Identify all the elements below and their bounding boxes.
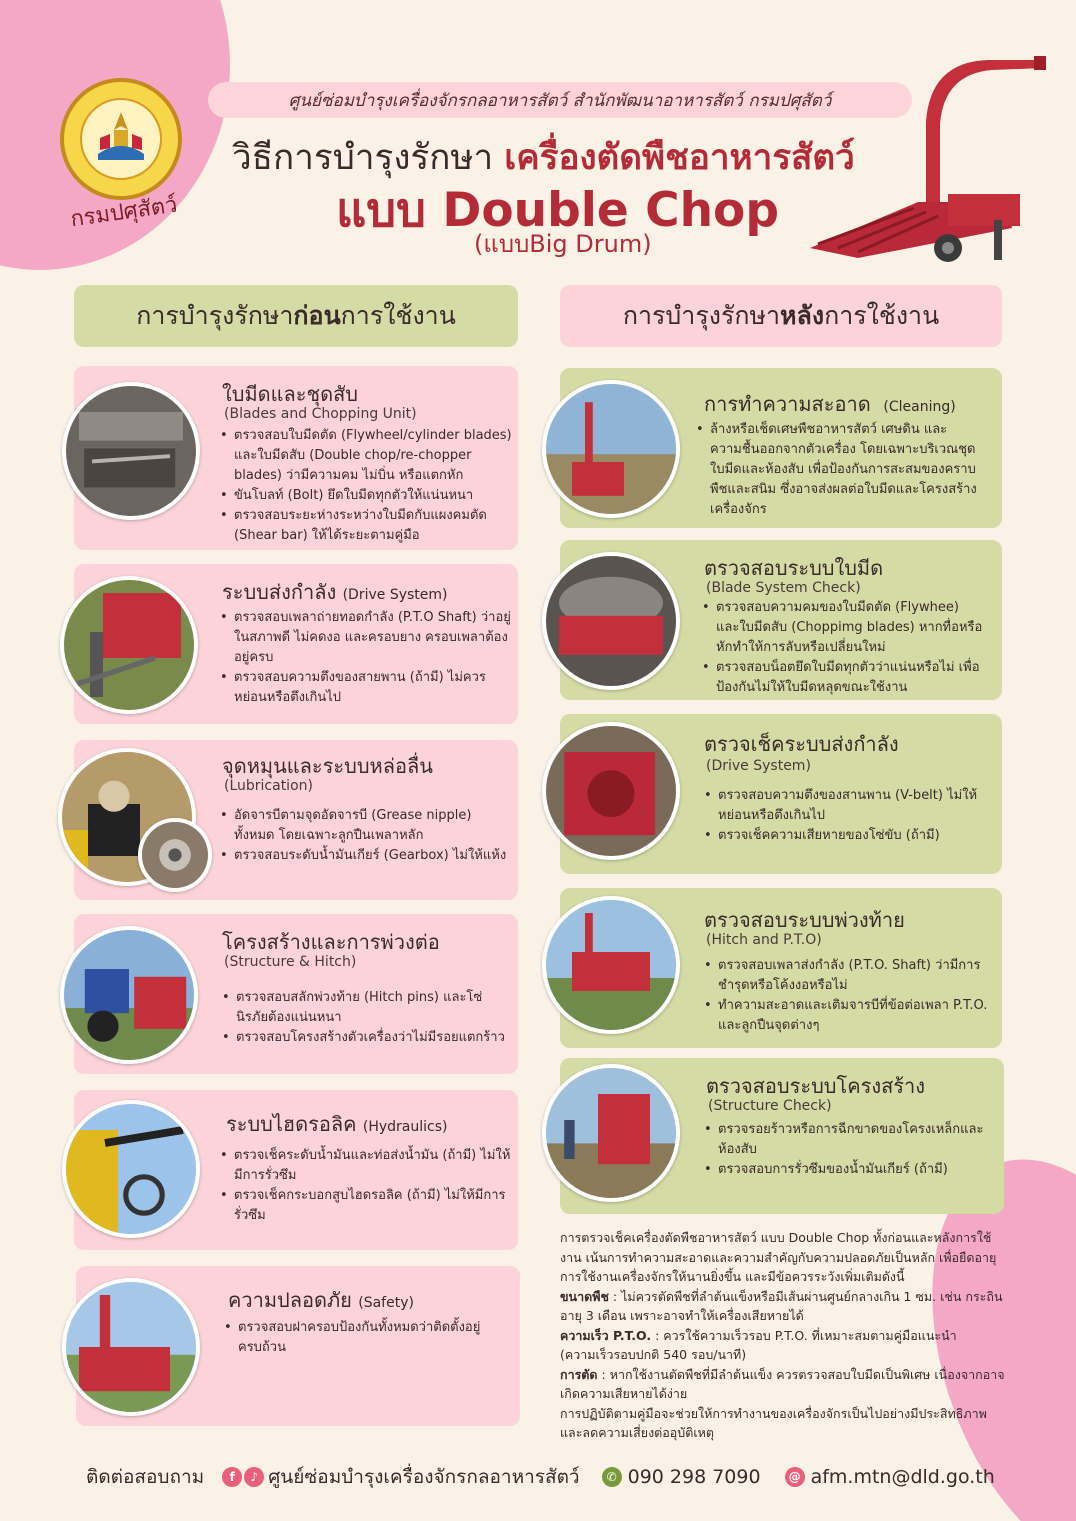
bullet-item: • ขันโบลท์ (Bolt) ยึดใบมีดทุกตัวให้แน่นหนา — [220, 486, 516, 506]
card-bullets — [704, 1120, 988, 1180]
photo-drive-check — [542, 722, 680, 860]
notes-label: ความเร็ว P.T.O. — [560, 1327, 652, 1343]
bullet-item: • ตรวจสอบเพลาถ่ายทอดกำลัง (P.T.O Shaft) ว่าอยู่ในสภาพดี ไม่คดงอ และครอบยาง ครอบเพลาต้องอยู่ครบ — [220, 608, 512, 668]
notes-label: การตัด — [560, 1366, 598, 1382]
card-bullets — [222, 988, 514, 1048]
notes-item — [560, 1287, 1006, 1326]
card-bullets — [220, 426, 516, 546]
card-title-text: ความปลอดภัย — [228, 1288, 352, 1312]
notes-item — [560, 1326, 1006, 1365]
card-bullets — [220, 608, 512, 708]
tiktok-icon[interactable]: ♪ — [244, 1467, 264, 1487]
contact-footer — [86, 1462, 995, 1492]
card-title-en: (Drive System) — [342, 587, 448, 603]
before-header-post: การใช้งาน — [340, 301, 456, 330]
bullet-item: • ตรวจสอบความตึงของสานพาน (V-belt) ไม่ให้หย่อนหรือตึงเกินไป — [704, 786, 988, 826]
card-title — [704, 388, 956, 420]
card-title — [228, 1284, 414, 1316]
facebook-icon[interactable]: f — [222, 1467, 242, 1487]
notes-text: : หากใช้งานตัดพืชที่มีลำต้นแข็ง ควรตรวจสอบใบมีดเป็นพิเศษ เนื่องจากอาจเกิดความเสียหายได้ง่าย — [560, 1366, 1005, 1401]
bullet-item: • ตรวจสอบระยะห่างระหว่างใบมีดกับแผงคมตัด (Shear bar) ให้ได้ระยะตามคู่มือ — [220, 506, 516, 546]
bullet-item: • ตรวจเช็คกระบอกสูบไฮดรอลิค (ถ้ามี) ไม่ให้มีการรั่วซึม — [220, 1186, 512, 1226]
card-title-en: (Cleaning) — [883, 399, 956, 415]
card-title — [222, 576, 447, 608]
photo-hydraulics — [62, 1100, 200, 1238]
card-title — [226, 1108, 448, 1140]
card-subtitle: (Hitch and P.T.O) — [706, 932, 822, 948]
card-bullets — [220, 1146, 512, 1226]
notes-text: : ควรใช้ความเร็วรอบ P.T.O. ที่เหมาะสมตามคู่มือแนะนำ (ความเร็วรอบปกติ 540 รอบ/นาที) — [560, 1327, 957, 1362]
photo-structure-hitch — [60, 926, 198, 1064]
email-link[interactable]: afm.mtn@dld.go.th — [810, 1466, 995, 1488]
bullet-item: • ตรวจเช็คระดับน้ำมันและท่อส่งน้ำมัน (ถ้ามี) ไม่ให้มีการรั่วซึม — [220, 1146, 512, 1186]
photo-grease-nipple — [138, 818, 212, 892]
forage-harvester-illustration — [798, 52, 1048, 268]
bullet-item: • ล้างหรือเช็ดเศษพืชอาหารสัตว์ เศษดิน และความชื้นออกจากตัวเครื่อง โดยเฉพาะบริเวณชุดใบมีดและห้องสับ เพื่อป้องกันการสะสมของคราบพืชและสนิม ซึ่งอาจส่งผลต่อใบมีดและโครงสร้างเครื่องจักร — [696, 420, 984, 520]
bullet-item: • ทำความสะอาดและเติมจารบีที่ข้อต่อเพลา P.T.O. และลูกปืนจุดต่างๆ — [704, 996, 988, 1036]
notes-outro: การปฏิบัติตามคู่มือจะช่วยให้การทำงานของเครื่องจักรเป็นไปอย่างมีประสิทธิภาพและลดความเสี่ยงต่ออุบัติเหตุ — [560, 1405, 987, 1440]
card-title-text: ระบบส่งกำลัง — [222, 580, 337, 604]
card-subtitle: (Structure Check) — [708, 1098, 832, 1114]
before-use-header — [74, 285, 518, 347]
photo-structure-check — [542, 1064, 680, 1202]
notes-text: : ไม่ควรตัดพืชที่ลำต้นแข็งหรือมีเส้นผ่านศูนย์กลางเกิน 1 ซม. เช่น กระถินอายุ 3 เดือน เพราะอาจทำให้เครื่องเสียหายได้ — [560, 1288, 1003, 1323]
notes-item — [560, 1365, 1006, 1404]
phone-icon: ✆ — [602, 1467, 622, 1487]
card-title: ตรวจสอบระบบโครงสร้าง — [706, 1074, 926, 1098]
notes-intro: การตรวจเช็คเครื่องตัดพืชอาหารสัตว์ แบบ Double Chop ทั้งก่อนและหลังการใช้งาน เน้นการทำความสะอาดและความสำคัญกับความปลอดภัยเป็นหลัก เพื่อยืดอายุการใช้งานเครื่องจักรให้นานยิ่งขึ้น และมีข้อควรระวังเพิ่มเติมดังนี้ — [560, 1230, 997, 1284]
photo-cleaning — [542, 380, 680, 518]
card-bullets — [224, 1318, 494, 1358]
bullet-item: • ตรวจสอบความคมของใบมีดตัด (Flywhee) และใบมีดสับ (Choppimg blades) หากทื่อหรือหักทำให้การลับหรือเปลี่ยนใหม่ — [702, 598, 986, 658]
title-highlight: เครื่องตัดพืชอาหารสัตว์ — [504, 138, 855, 178]
contact-label: ติดต่อสอบถาม — [86, 1466, 205, 1488]
card-title-text: ระบบไฮดรอลิค — [226, 1112, 357, 1136]
organization-banner: ศูนย์ซ่อมบำรุงเครื่องจักรกลอาหารสัตว์ สำนักพัฒนาอาหารสัตว์ กรมปศุสัตว์ — [208, 82, 912, 118]
card-subtitle: (Drive System) — [706, 758, 811, 774]
card-bullets — [704, 956, 988, 1036]
after-header-pre: การบำรุงรักษา — [622, 301, 781, 330]
before-header-bold: ก่อน — [293, 301, 341, 330]
email-icon: @ — [785, 1467, 805, 1487]
after-use-header — [560, 285, 1002, 347]
card-bullets — [702, 598, 986, 698]
bullet-item: • ตรวจสอบการรั่วซึมของน้ำมันเกียร์ (ถ้ามี) — [704, 1160, 988, 1180]
card-title: ตรวจสอบระบบใบมีด — [704, 556, 884, 580]
card-subtitle: (Structure & Hitch) — [224, 954, 357, 970]
bullet-item: • ตรวจสอบสลักพ่วงท้าย (Hitch pins) และโซ่นิรภัยต้องแน่นหนา — [222, 988, 514, 1028]
bullet-item: • ตรวจสอบเพลาส่งกำลัง (P.T.O. Shaft) ว่ามีการชำรุดหรือโค้งงอหรือไม่ — [704, 956, 988, 996]
bullet-item: • ตรวจเช็คความเสียหายของโซ่ขับ (ถ้ามี) — [704, 826, 988, 846]
phone-link[interactable]: 090 298 7090 — [627, 1466, 761, 1488]
card-title-text: การทำความสะอาด — [704, 392, 871, 416]
bullet-item: • ตรวจรอยร้าวหรือการฉีกขาดของโครงเหล็กและห้องสับ — [704, 1120, 988, 1160]
card-bullets — [220, 806, 512, 866]
bullet-item: • ตรวจสอบระดับน้ำมันเกียร์ (Gearbox) ไม่ให้แห้ง — [220, 846, 512, 866]
logo-caption: กรมปศุสัตว์ — [68, 192, 179, 233]
photo-blade-system — [542, 552, 680, 690]
notes-section — [560, 1228, 1006, 1443]
photo-blades — [62, 382, 200, 520]
bullet-item: • ตรวจสอบใบมีดตัด (Flywheel/cylinder blades) และใบมีดสับ (Double chop/re-chopper blades) ว่ามีความคม ไม่บิ่น หรือแตกหัก — [220, 426, 516, 486]
notes-label: ขนาดพืช — [560, 1288, 609, 1304]
bullet-item: • ตรวจสอบฝาครอบป้องกันทั้งหมดว่าติดตั้งอยู่ครบถ้วน — [224, 1318, 494, 1358]
card-title: จุดหมุนและระบบหล่อลื่น — [222, 754, 433, 778]
page-subtitle: (แบบBig Drum) — [474, 230, 652, 258]
card-title-en: (Safety) — [358, 1295, 414, 1311]
photo-hitch-pto — [542, 896, 680, 1034]
department-logo — [60, 78, 182, 200]
title-prefix: วิธีการบำรุงรักษา — [232, 138, 505, 178]
photo-drive-system — [60, 576, 198, 714]
before-header-pre: การบำรุงรักษา — [136, 301, 294, 330]
bullet-item: • ตรวจสอบความตึงของสายพาน (ถ้ามี) ไม่ควรหย่อนหรือตึงเกินไป — [220, 668, 512, 708]
card-bullets — [704, 786, 988, 846]
after-header-post: การใช้งาน — [824, 301, 940, 330]
page-title-line2: แบบ Double Chop — [336, 183, 779, 238]
card-subtitle: (Blades and Chopping Unit) — [224, 406, 417, 422]
card-title: ตรวจสอบระบบพ่วงท้าย — [704, 908, 905, 932]
card-title: ตรวจเช็คระบบส่งกำลัง — [704, 732, 899, 756]
card-bullets — [696, 420, 984, 520]
card-title-en: (Hydraulics) — [362, 1119, 448, 1135]
card-subtitle: (Lubrication) — [224, 778, 313, 794]
card-title: ใบมีดและชุดสับ — [222, 382, 358, 406]
card-title: โครงสร้างและการพ่วงต่อ — [222, 930, 440, 954]
bullet-item: • อัดจารบีตามจุดอัดจารบี (Grease nipple) ทั้งหมด โดยเฉพาะลูกปืนเพลาหลัก — [220, 806, 512, 846]
emblem-icon — [90, 108, 152, 170]
card-subtitle: (Blade System Check) — [706, 580, 861, 596]
after-header-bold: หลัง — [780, 301, 825, 330]
bullet-item: • ตรวจสอบโครงสร้างตัวเครื่องว่าไม่มีรอยแตกร้าว — [222, 1028, 514, 1048]
bullet-item: • ตรวจสอบน็อตยึดใบมีดทุกตัวว่าแน่นหรือไม่ เพื่อป้องกันไม่ให้ใบมีดหลุดขณะใช้งาน — [702, 658, 986, 698]
photo-safety — [62, 1278, 200, 1416]
facebook-page-link[interactable]: ศูนย์ซ่อมบำรุงเครื่องจักรกลอาหารสัตว์ — [268, 1466, 580, 1488]
